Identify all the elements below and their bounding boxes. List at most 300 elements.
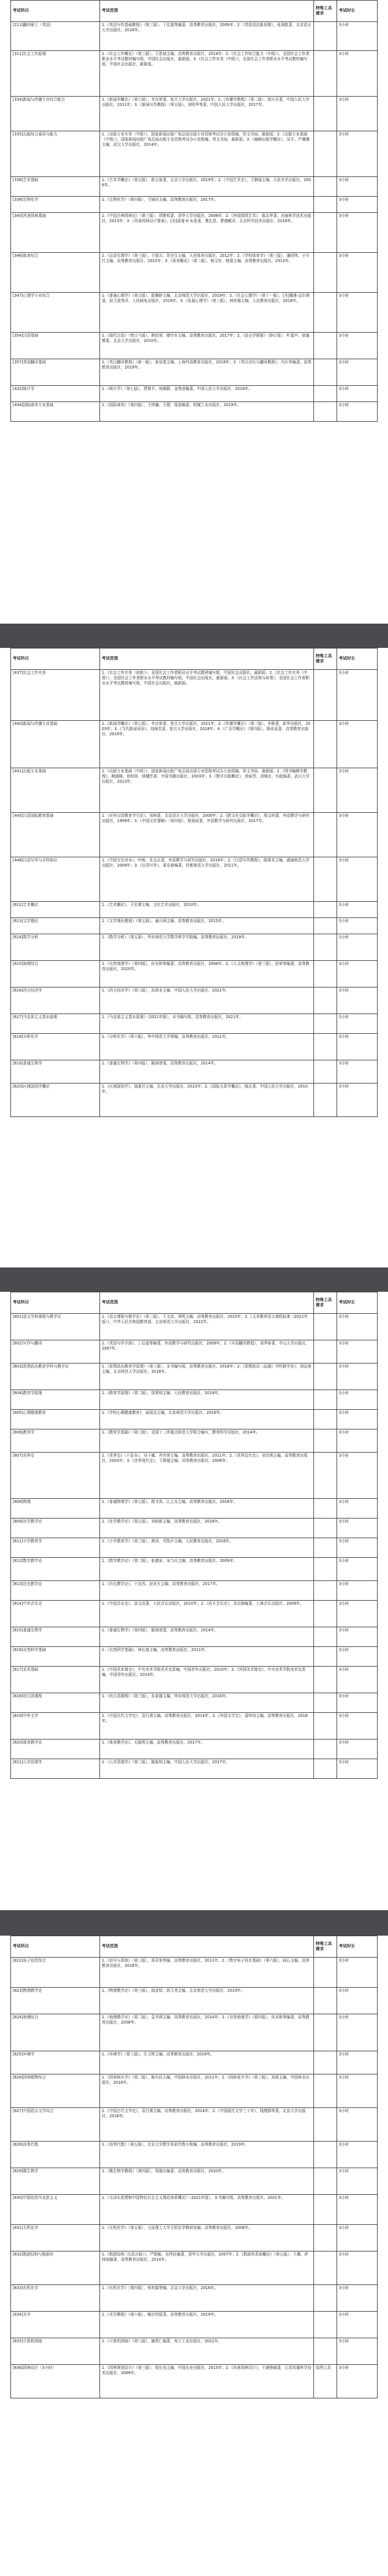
special-tools-cell [314, 1693, 337, 1713]
special-tools-cell [314, 97, 337, 131]
special-tools-cell [314, 918, 337, 934]
duration-cell: 3小时 [337, 1958, 378, 1988]
scope-cell: 1.《语文课程与教学论》（第二版），王文彦、蔡明主编，高等教育出版社，2015年；2.《义务教育语文课程标准（2022年版）》，中华人民共和国教育部，北京师范大学出版社，2022年。 [100, 1314, 314, 1340]
special-tools-cell [314, 2168, 337, 2195]
special-tools-cell [314, 2108, 337, 2142]
special-tools-cell [314, 51, 337, 97]
subject-cell: [617]马克思主义基本原理 [11, 1014, 100, 1034]
duration-cell: 3小时 [337, 51, 378, 97]
special-tools-cell [314, 1558, 337, 1581]
subject-cell: [613]文学理论 [11, 918, 100, 934]
table-row [11, 333, 378, 359]
subject-cell: [825]环境学 [11, 2051, 100, 2074]
scope-cell: 1.《现代汉语》（增订六版），黄伯荣、廖序东主编，高等教育出版社，2017年；2.《语言学纲要》（修订版），叶蜚声、徐通锵著，北京大学出版社，2010年。 [100, 333, 314, 359]
table-row [11, 131, 378, 177]
subject-cell: [829]微生物学 [11, 2168, 100, 2195]
duration-cell: 3小时 [337, 1988, 378, 2014]
scope-cell: 1.《艺术学概论》（第五版），彭吉象著，北京大学出版社，2019年；2.《中国艺术史》，王朝闻主编，人民美术出版社，2006年。 [100, 177, 314, 197]
table-row [11, 2014, 378, 2051]
table-row [11, 1988, 378, 2014]
scope-cell: 1.《信号与系统》（第三版），郑君里等编，高等教育出版社，2011年；2.《数字电子技术基础》（第六版），阎石主编，高等教育出版社，2016年。 [100, 1958, 314, 1988]
duration-cell: 3小时 [337, 1581, 378, 1601]
exam-table-2 [10, 648, 378, 1117]
scope-cell: 1.《化学教学论》（第五版），刘知新主编，高等教育出版社，2018年。 [100, 1519, 314, 1538]
scope-cell: 1.《教育学基础》（第三版），全国十二所重点师范大学联合编写，教育科学出版社，2014年。 [100, 1429, 314, 1453]
table-row [11, 934, 378, 961]
scope-cell: 1.《普通生物学》（第四版），陈阅增著，高等教育出版社，2014年。 [100, 1627, 314, 1647]
table-header-row [11, 648, 378, 670]
special-tools-cell [314, 2195, 337, 2225]
table-row [11, 1627, 378, 1647]
table-row [11, 2225, 378, 2251]
scope-cell: 1.《新闻学概论》（第七版），李良荣著，复旦大学出版社，2021年；2.《传播学概论》（第二版），李彬著，新华出版社，2003年；3.《当代新闻采访》，刘海贵著，复旦大学出版社，2018年；4.《广告学概论》（第四版），陈培爱著，高等教育出版社，2019年。 [100, 721, 314, 768]
subject-cell: [803]思想政治教育学科与教学论 [11, 1363, 100, 1390]
subject-cell: [338]生物化学 [11, 197, 100, 213]
subject-cell: [336]艺术基础 [11, 177, 100, 197]
table-row [11, 1693, 378, 1713]
special-tools-cell [314, 1390, 337, 1410]
table-row [11, 1581, 378, 1601]
table-row [11, 768, 378, 813]
special-tools-cell [314, 902, 337, 918]
special-tools-cell [314, 1627, 337, 1647]
subject-cell: [824]地理综合 [11, 2014, 100, 2051]
duration-cell: 3小时 [337, 1538, 378, 1558]
duration-cell: 3小时 [337, 1519, 378, 1538]
scope-cell: 1.《马克思主义基本原理》（2021年版），本书编写组，高等教育出版社，2021年。 [100, 1014, 314, 1034]
subject-cell: [620]区域国别学概论 [11, 1084, 100, 1117]
duration-cell: 3小时 [337, 402, 378, 422]
scope-cell: 1.《数学教学论》（第二版），张奠宙、宋乃庆主编，高等教育出版社，2009年。 [100, 1558, 314, 1581]
table-row [11, 2312, 378, 2338]
duration-cell: 3小时 [337, 1014, 378, 1034]
table-header-row [11, 1936, 378, 1958]
subject-cell: [826]园林植物综合 [11, 2074, 100, 2108]
scope-cell: 1.《公共管理学》（第二版），陈振明主编，中国人民大学出版社，2017年。 [100, 1759, 314, 1779]
table-row [11, 1519, 378, 1538]
header-scope: 考试范围 [100, 1936, 314, 1958]
special-tools-cell [314, 293, 337, 333]
header-duration: 考试时长 [337, 1292, 378, 1314]
table-row [11, 2365, 378, 2398]
special-tools-cell [314, 213, 337, 253]
duration-cell: 3小时 [337, 857, 378, 902]
subject-cell: [618]分析化学 [11, 1034, 100, 1060]
scope-cell: 1.《普通生物学》（第四版），陈阅增著，高等教育出版社，2014年。 [100, 1060, 314, 1084]
special-tools-cell [314, 1084, 337, 1117]
subject-cell: [612]艺术概论 [11, 902, 100, 918]
duration-cell: 3小时 [337, 1060, 378, 1084]
table-row [11, 1558, 378, 1581]
special-tools-cell [314, 961, 337, 987]
special-tools-cell [314, 359, 337, 386]
special-tools-cell [314, 2142, 337, 2168]
scope-cell: 1.《生物化学》（第四版），王镜岩主编，高等教育出版社，2017年。 [100, 197, 314, 213]
special-tools-cell [314, 22, 337, 51]
subject-cell: [804]教育学原理 [11, 1390, 100, 1410]
special-tools-cell [314, 2285, 337, 2312]
scope-cell: 1.《小学教育学》（第三版），黄济、劳凯声主编，人民教育出版社，2016年。 [100, 1538, 314, 1558]
scope-cell: 1.《园林规划设计》（第三版），胡长龙主编，中国农业出版社，2015年；2.《风景园林设计》，王晓俊编著，江苏凤凰科学技术出版社，2009年。 [100, 2365, 314, 2398]
duration-cell: 3小时 [337, 1390, 378, 1410]
subject-cell: [814]中外音乐史 [11, 1601, 100, 1627]
subject-cell: [619]普通生物学 [11, 1060, 100, 1084]
table-row [11, 213, 378, 253]
table-row [11, 97, 378, 131]
special-tools-cell [314, 2251, 337, 2285]
duration-cell: 3小时 [337, 386, 378, 402]
duration-cell: 3小时 [337, 1693, 378, 1713]
table-row [11, 293, 378, 333]
subject-cell: [822]电子信息综合 [11, 1958, 100, 1988]
page-2 [0, 648, 388, 1267]
special-tools-cell [314, 2225, 337, 2251]
special-tools-cell [314, 2014, 337, 2051]
scope-cell: 1.《世界史》（六卷本），吴于廑、齐世荣主编，高等教育出版社，2011年；2.《世界近代史》，刘宗绪主编，高等教育出版社，2003年；3.《世界现代史》，王斯德主编，高等教育出版社，2006年。 [100, 1453, 314, 1499]
header-duration: 考试时长 [337, 1936, 378, 1958]
duration-cell: 3小时 [337, 293, 378, 333]
duration-cell: 3小时 [337, 2142, 378, 2168]
subject-cell: [448]汉语写作与百科知识 [11, 857, 100, 902]
special-tools-cell [314, 2338, 337, 2365]
table-row [11, 1958, 378, 1988]
subject-cell: [823]物理教学论 [11, 1988, 100, 2014]
scope-cell: 1.《园林树木学》（第二版），陈有民主编，中国林业出版社，2011年；2.《园林花卉学》（第三版），刘燕主编，中国林业出版社，2016年。 [100, 2074, 314, 2108]
scope-cell: 1.《中国古代文学史》，袁行霈主编，高等教育出版社，2014年；2.《中国现代文学三十年》，钱理群等著，北京大学出版社，2016年。 [100, 2108, 314, 2142]
scope-cell: 1.《有机化学》（第四版），邢其毅等编，北京大学出版社，2016年。 [100, 2285, 314, 2312]
table-row [11, 1060, 378, 1084]
subject-cell: [335]出版综合素质与能力 [11, 131, 100, 177]
table-row [11, 1390, 378, 1410]
duration-cell: 3小时 [337, 918, 378, 934]
duration-cell: 3小时 [337, 359, 378, 386]
subject-cell: [440]新闻与传播专业基础 [11, 721, 100, 768]
table-row [11, 2051, 378, 2074]
duration-cell: 3小时 [337, 2195, 378, 2225]
scope-cell: 1.《艺术概论》，王宏建主编，文化艺术出版社，2010年。 [100, 902, 314, 918]
subject-cell: [441]出版专业基础 [11, 768, 100, 813]
header-scope: 考试范围 [100, 1, 314, 22]
special-tools-cell [314, 721, 337, 768]
duration-cell: 3小时 [337, 987, 378, 1014]
subject-cell: [614]数学分析 [11, 934, 100, 961]
special-tools-cell [314, 1453, 337, 1499]
subject-cell: [432]统计学 [11, 386, 100, 402]
table-row [11, 197, 378, 213]
duration-cell: 3小时 [337, 131, 378, 177]
table-row [11, 359, 378, 386]
scope-cell: 1.《分析化学》（第六版），华中师范大学等编，高等教育出版社，2011年。 [100, 1034, 314, 1060]
special-tools-cell [314, 1740, 337, 1759]
scope-cell: 1.《社会工作实务（初级）》，全国社会工作者职业水平考试教材编写组，中国社会出版社，最新版；2.《社会工作实务（中级）》，全国社会工作者职业水平考试教材编写组，中国社会出版社，最新版；3.《社会工作法规与政策》，全国社会工作者职业水平考试教材编写组，中国社会出版社，最新版。 [100, 670, 314, 721]
table-row [11, 51, 378, 97]
table-row [11, 22, 378, 51]
scope-cell: 1.《英语写作手册》，丁往道等编著，外语教学与研究出版社，2009年；2.《实用翻译教程》，刘季春著，中山大学出版社，2007年。 [100, 1340, 314, 1363]
duration-cell: 3小时 [337, 934, 378, 961]
table-row [11, 857, 378, 902]
duration-cell: 3小时 [337, 1499, 378, 1519]
duration-cell: 3小时 [337, 961, 378, 987]
duration-cell: 3小时 [337, 2365, 378, 2398]
duration-cell: 3小时 [337, 813, 378, 857]
special-tools-cell [314, 1519, 337, 1538]
scope-cell: 1.《西方经济学》（第八版），高鸿业主编，中国人民大学出版社，2021年。 [100, 987, 314, 1014]
scope-cell: 1.《无机化学》（第五版），大连理工大学无机化学教研室编，高等教育出版社，2006年。 [100, 2225, 314, 2251]
special-tools-cell [314, 2074, 337, 2108]
subject-cell: [434]国际商务专业基础 [11, 402, 100, 422]
subject-cell: [827]中国语言文学综合 [11, 2108, 100, 2142]
duration-cell: 3小时 [337, 2285, 378, 2312]
header-subject: 考试科目 [11, 648, 100, 670]
subject-cell: [347]心理学专业综合 [11, 293, 100, 333]
scope-cell: 1.《光学教程》（第六版），姚启钧原著，高等教育出版社，2019年。 [100, 2312, 314, 2338]
duration-cell: 3小时 [337, 1759, 378, 1779]
page-separator [0, 624, 388, 648]
subject-cell: [808]物理 [11, 1499, 100, 1519]
subject-cell: [805]心理健康教育 [11, 1410, 100, 1429]
table-row [11, 253, 378, 293]
subject-cell: [819]中外文学 [11, 1713, 100, 1740]
special-tools-cell [314, 1014, 337, 1034]
subject-cell: [813]历史教学论 [11, 1581, 100, 1601]
subject-cell: [801]语文学科课程与教学论 [11, 1314, 100, 1340]
special-tools-cell [314, 402, 337, 422]
duration-cell: 3小时 [337, 1363, 378, 1390]
scope-cell: 1.《微生物学教程》（第四版），周德庆编著，高等教育出版社，2020年。 [100, 2168, 314, 2195]
subject-cell: [802]写作与翻译 [11, 1340, 100, 1363]
special-tools-cell [314, 813, 337, 857]
subject-cell: [809]化学教学论 [11, 1519, 100, 1538]
scope-cell: 1.《自然科学基础》，林长春主编，高等教育出版社，2011年。 [100, 1647, 314, 1667]
special-tools-cell [314, 1363, 337, 1390]
scope-cell: 1.《英语写作基础教程》（第三版），丁往道等编著，高等教育出版社，2009年；2.《英语语法新思维》，张满胜著，北京语言大学出版社，2016年。 [100, 22, 314, 51]
special-tools-cell: 绘图工具 [314, 2365, 337, 2398]
subject-cell: [807]世界史 [11, 1453, 100, 1499]
page-4 [0, 1936, 388, 2576]
duration-cell: 3小时 [337, 97, 378, 131]
table-row [11, 1647, 378, 1667]
table-row [11, 902, 378, 918]
table-row [11, 2195, 378, 2225]
subject-cell: [437]社会工作实务 [11, 670, 100, 721]
scope-cell: 1.《中国音乐史》，金文达著，人民音乐出版社，2010年；2.《西方音乐史》，余志刚编著，上海音乐出版社，2006年。 [100, 1601, 314, 1627]
table-row [11, 2074, 378, 2108]
special-tools-cell [314, 333, 337, 359]
scope-cell: 1.《普通心理学》（第五版），彭聃龄主编，北京师范大学出版社，2019年；2.《社会心理学》（第十一版），[美]戴维·迈尔斯著，侯玉波等译，人民邮电出版社，2016年；3.《发展心理学》（第三版），林崇德主编，人民教育出版社，2018年。 [100, 293, 314, 333]
duration-cell: 3小时 [337, 197, 378, 213]
subject-cell: [818]幼儿园课程 [11, 1693, 100, 1713]
subject-cell: [820]体育教学论 [11, 1740, 100, 1759]
special-tools-cell [314, 857, 337, 902]
duration-cell: 3小时 [337, 1713, 378, 1740]
special-tools-cell [314, 1538, 337, 1558]
special-tools-cell [314, 1713, 337, 1740]
scope-cell: 1.《计算机网络》（第八版），谢希仁编著，电子工业出版社，2021年。 [100, 2338, 314, 2365]
subject-cell: [817]美术基础 [11, 1667, 100, 1693]
subject-cell: [311]社会工作原理 [11, 51, 100, 97]
scope-cell: 1.《环境学》（第三版），左玉辉主编，高等教育出版社，2019年。 [100, 2051, 314, 2074]
special-tools-cell [314, 2312, 337, 2338]
special-tools-cell [314, 2051, 337, 2074]
table-row [11, 1667, 378, 1693]
subject-cell: [346]体育综合 [11, 253, 100, 293]
subject-cell: [616]西方经济学 [11, 987, 100, 1014]
special-tools-cell [314, 1340, 337, 1363]
duration-cell: 3小时 [337, 2338, 378, 2365]
subject-cell: [445]汉语国际教育基础 [11, 813, 100, 857]
special-tools-cell [314, 131, 337, 177]
scope-cell: 1.《历史教学论》，于友西、赵亚夫主编，高等教育出版社，2017年。 [100, 1581, 314, 1601]
table-header-row [11, 1292, 378, 1314]
special-tools-cell [314, 1759, 337, 1779]
table-row [11, 1314, 378, 1340]
table-row [11, 386, 378, 402]
table-row [11, 1740, 378, 1759]
special-tools-cell [314, 197, 337, 213]
scope-cell: 1.《自然地理学》（第四版），伍光和等编著，高等教育出版社，2008年；2.《人文地理学》（第三版），赵荣等编著，高等教育出版社，2020年。 [100, 961, 314, 987]
subject-cell: [836]园林设计（3小时） [11, 2365, 100, 2398]
subject-cell: [615]地理综合 [11, 961, 100, 987]
scope-cell: 1.《出版专业基础（中级）》，国家新闻出版广电总局出版专业资格考试办公室组编，崇文书局，最新版；2.《图书编辑学教程》，阙道隆、徐柏容、林穗芳著，中国书籍出版社，2003年；3.《数字出版概论》，徐丽芳、刘锦宏、丛挺编著，武汉大学出版社，2013年。 [100, 768, 314, 813]
subject-cell: [354]汉语基础 [11, 333, 100, 359]
scope-cell: 1.《国际商务》（第四版），王炜瀚、王健、梁蓓编著，机械工业出版社，2019年。 [100, 402, 314, 422]
table-row [11, 1084, 378, 1117]
special-tools-cell [314, 253, 337, 293]
duration-cell: 3小时 [337, 2225, 378, 2251]
table-row [11, 961, 378, 987]
duration-cell: 3小时 [337, 1647, 378, 1667]
subject-cell: [816]自然科学基础 [11, 1647, 100, 1667]
special-tools-cell [314, 1601, 337, 1627]
table-row [11, 1340, 378, 1363]
scope-cell: 1.《体育教学论》，毛振明主编，高等教育出版社，2017年。 [100, 1740, 314, 1759]
special-tools-cell [314, 1647, 337, 1667]
table-row [11, 1453, 378, 1499]
duration-cell: 3小时 [337, 1084, 378, 1117]
subject-cell: [834]光学 [11, 2312, 100, 2338]
subject-cell: [211]翻译硕士（英语） [11, 22, 100, 51]
subject-cell: [340]风景园林基础 [11, 213, 100, 253]
header-duration: 考试时长 [337, 1, 378, 22]
table-row [11, 2251, 378, 2285]
scope-cell: 1.《中国文化读本》，叶朗、朱良志著，外语教学与研究出版社，2016年；2.《汉语写作教程》，陈果安主编，湖南师范大学出版社，2009年；3.《应用写作》，夏京春编著，首都师范大学出版社，2011年。 [100, 857, 314, 902]
duration-cell: 3小时 [337, 721, 378, 768]
table-row [11, 1014, 378, 1034]
special-tools-cell [314, 1034, 337, 1060]
scope-cell: 1.《区域国别学》，钱乘旦主编，北京大学出版社，2023年；2.《国际关系学概论》，陈岳著，中国人民大学出版社，2010年。 [100, 1084, 314, 1117]
special-tools-cell [314, 934, 337, 961]
duration-cell: 3小时 [337, 1667, 378, 1693]
subject-cell: [830]中国化的马克思主义 [11, 2195, 100, 2225]
duration-cell: 3小时 [337, 1601, 378, 1627]
header-duration: 考试时长 [337, 648, 378, 670]
scope-cell: 1.《普通物理学》（第七版），程守洙、江之永主编，高等教育出版社，2016年。 [100, 1499, 314, 1519]
duration-cell: 3小时 [337, 1314, 378, 1340]
special-tools-cell [314, 1060, 337, 1084]
table-row [11, 1759, 378, 1779]
table-row [11, 2285, 378, 2312]
duration-cell: 3小时 [337, 1429, 378, 1453]
scope-cell: 1.《物理教学论》（第三版），阎金铎、郭玉英主编，北京师范大学出版社，2019年。 [100, 1988, 314, 2014]
subject-cell: [815]普通生物学 [11, 1627, 100, 1647]
duration-cell: 3小时 [337, 1740, 378, 1759]
header-scope: 考试范围 [100, 1292, 314, 1314]
table-row [11, 1538, 378, 1558]
duration-cell: 3小时 [337, 902, 378, 918]
subject-cell: [806]教育学 [11, 1429, 100, 1453]
special-tools-cell [314, 1429, 337, 1453]
scope-cell: 1.《社会工作概论》（第三版），王思斌主编，高等教育出版社，2014年；2.《社会工作综合能力（中级）》，全国社会工作者职业水平考试教材编写组，中国社会出版社，最新版；3.《社会工作实务（中级）》，全国社会工作者职业水平考试教材编写组，中国社会出版社，最新版。 [100, 51, 314, 97]
duration-cell: 3小时 [337, 1034, 378, 1060]
scope-cell: 1.《中国古典园林史》（第三版），周维权著，清华大学出版社，2008年；2.《外国造园艺术》，陈志华著，河南科学技术出版社，2013年；3.《风景园林设计要素》，[美]诺曼·K·布思著，曹礼昆、曹德鲲译，北京科学技术出版社，2018年。 [100, 213, 314, 253]
special-tools-cell [314, 670, 337, 721]
table-header-row [11, 1, 378, 22]
header-subject: 考试科目 [11, 1292, 100, 1314]
scope-cell: 1.《中国美术简史》，中央美术学院美术史系编，中国青年出版社，2010年；2.《外国美术简史》，中央美术学院美术史系编，中国青年出版社，2014年。 [100, 1667, 314, 1693]
subject-cell: [334]新闻与传播专业综合能力 [11, 97, 100, 131]
table-row [11, 987, 378, 1014]
subject-cell: [831]无机化学 [11, 2225, 100, 2251]
header-subject: 考试科目 [11, 1, 100, 22]
header-special-tools: 特殊工具需求 [314, 1, 337, 22]
special-tools-cell [314, 1958, 337, 1988]
special-tools-cell [314, 1499, 337, 1519]
exam-table-3 [10, 1292, 378, 1779]
duration-cell: 3小时 [337, 1340, 378, 1363]
duration-cell: 3小时 [337, 1558, 378, 1581]
table-row [11, 1429, 378, 1453]
scope-cell: 1.《高等代数》（第五版），北京大学数学系前代数小组编，高等教育出版社，2019年。 [100, 2142, 314, 2168]
page-separator [0, 1267, 388, 1292]
duration-cell: 3小时 [337, 2014, 378, 2051]
special-tools-cell [314, 987, 337, 1014]
header-special-tools: 特殊工具需求 [314, 648, 337, 670]
exam-table-4 [10, 1936, 378, 2398]
duration-cell: 3小时 [337, 768, 378, 813]
scope-cell: 1.《幼儿园课程》（第三版），朱家雄主编，华东师范大学出版社，2018年。 [100, 1693, 314, 1713]
duration-cell: 3小时 [337, 670, 378, 721]
scope-cell: 1.《学校心理健康教育》，俞国良主编，北京师范大学出版社，2016年。 [100, 1410, 314, 1429]
scope-cell: 1.《思想政治教育学原理》（第三版），本书编写组，高等教育出版社，2018年；2.《思想政治（品德）学科教学论》，胡田庚主编，北京师范大学出版社，2018年。 [100, 1363, 314, 1390]
duration-cell: 3小时 [337, 2051, 378, 2074]
special-tools-cell [314, 1314, 337, 1340]
table-row [11, 1410, 378, 1429]
duration-cell: 3小时 [337, 1453, 378, 1499]
special-tools-cell [314, 1988, 337, 2014]
duration-cell: 3小时 [337, 1627, 378, 1647]
duration-cell: 3小时 [337, 2251, 378, 2285]
duration-cell: 3小时 [337, 177, 378, 197]
table-row [11, 1499, 378, 1519]
subject-cell: [357]英语翻译基础 [11, 359, 100, 386]
scope-cell: 1.《文学理论教程》（第五版），童庆炳主编，高等教育出版社，2015年。 [100, 918, 314, 934]
special-tools-cell [314, 1667, 337, 1693]
table-row [11, 1034, 378, 1060]
scope-cell: 1.《对外汉语教育学引论》，刘珣著，北京语言大学出版社，2000年；2.《跨文化交际学概论》，胡文仲著，外语教学与研究出版社，1999年；3.《中国文化要略》（第四版），程裕祯著，外语教学与研究出版社，2017年。 [100, 813, 314, 857]
special-tools-cell [314, 1581, 337, 1601]
page-3 [0, 1292, 388, 1910]
scope-cell: 1.《教育学原理》（第二版），项贤明主编，人民教育出版社，2019年。 [100, 1390, 314, 1410]
duration-cell: 3小时 [337, 1410, 378, 1429]
special-tools-cell [314, 1410, 337, 1429]
header-subject: 考试科目 [11, 1936, 100, 1958]
scope-cell: 1.《地理教学论》（第二版），袁书琪主编，高等教育出版社，2014年；2.《自然地理学》（第四版），伍光和等编著，高等教育出版社，2008年。 [100, 2014, 314, 2051]
scope-cell: 1.《新闻学概论》（第七版），李良荣著，复旦大学出版社，2021年；2.《传播学教程》（第二版），郭庆光著，中国人民大学出版社，2011年；3.《新闻写作教程》（第五版），刘明华等著，中国人民大学出版社，2017年。 [100, 97, 314, 131]
table-row [11, 1363, 378, 1390]
duration-cell: 3小时 [337, 2312, 378, 2338]
header-special-tools: 特殊工具需求 [314, 1292, 337, 1314]
table-row [11, 2108, 378, 2142]
